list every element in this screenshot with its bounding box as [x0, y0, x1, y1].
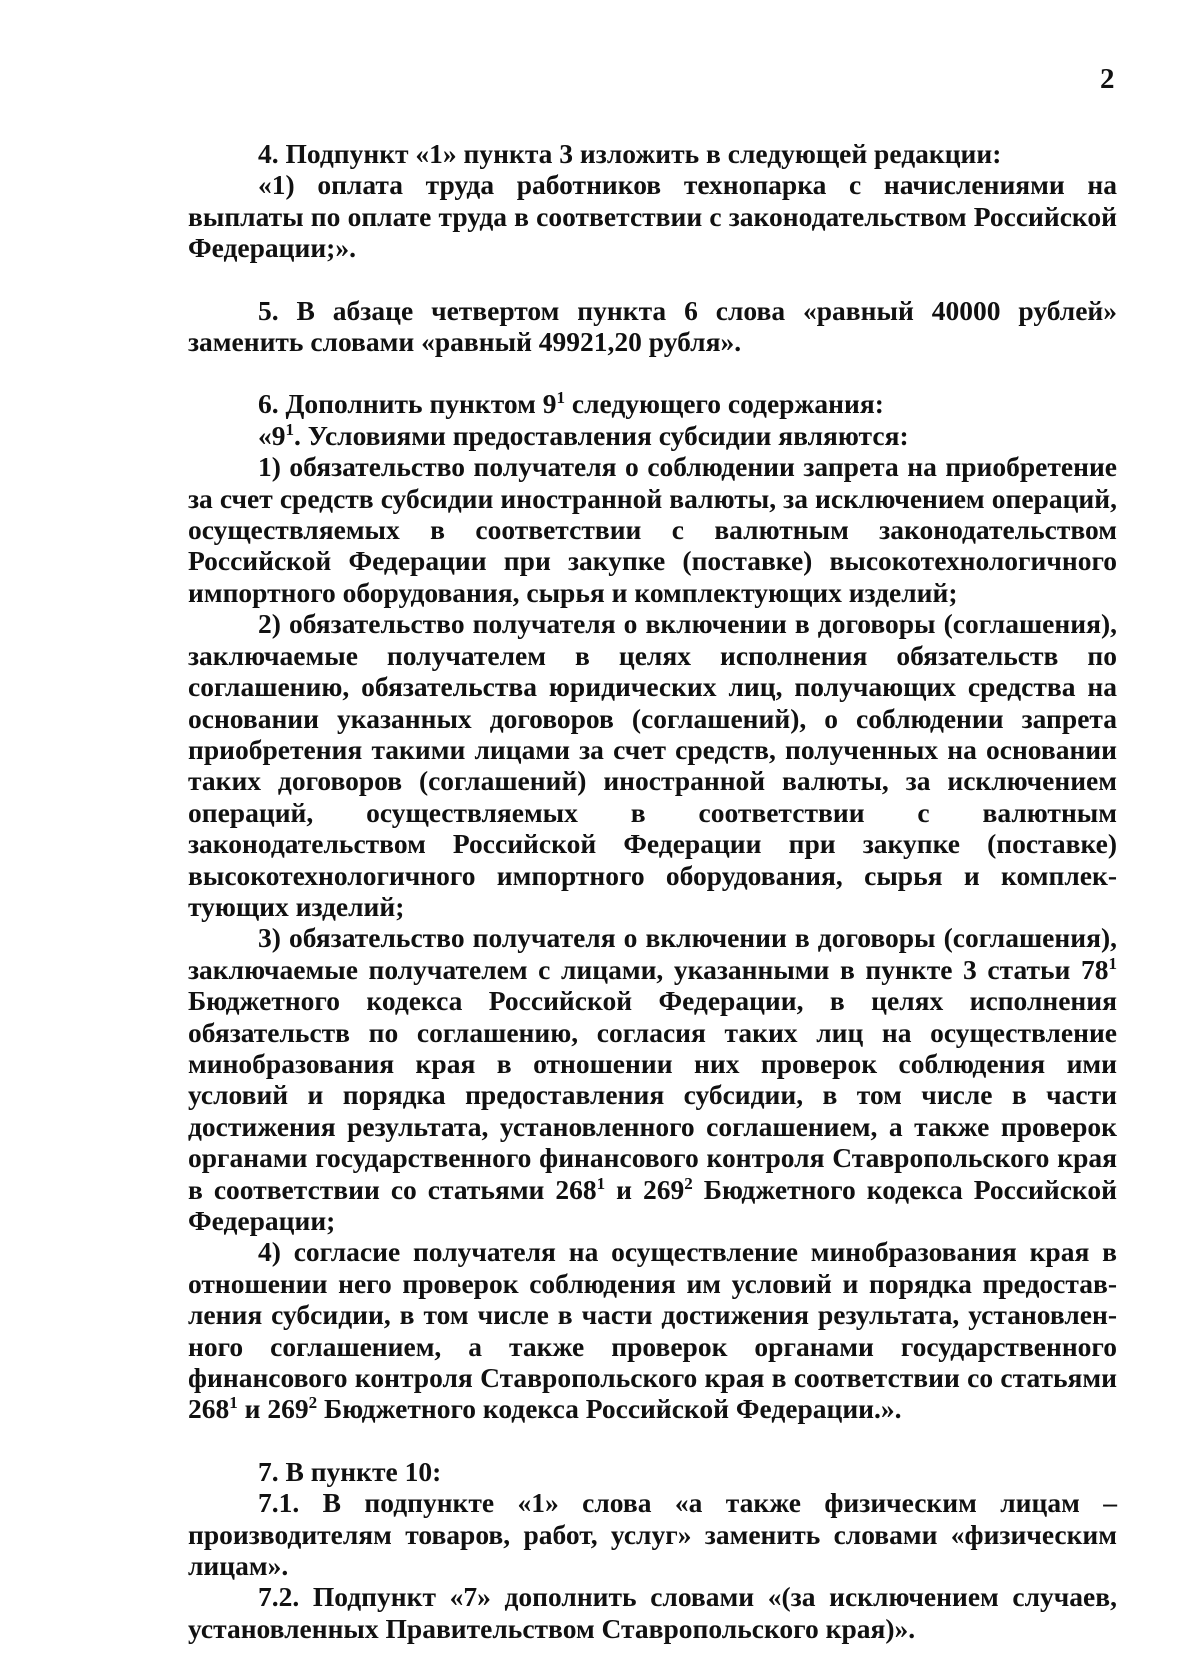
paragraph-p6: [188, 388, 1117, 419]
paragraph-p6-heading: [188, 420, 1117, 451]
page-number: 2: [1100, 63, 1115, 95]
paragraph-p4: [188, 138, 1117, 169]
text-run: 7.1. В подпункте «1» слова «а также физическим лицам – производителям товаров, работ, услуг» заменить словами «физическим лицам».: [188, 1487, 1117, 1582]
document-body: [188, 138, 1117, 1644]
superscript-index: 2: [308, 1393, 318, 1413]
text-run: . Условиями предоставления субсидии являются:: [294, 419, 909, 451]
text-run: 4. Подпункт «1» пункта 3 изложить в следующей редакции:: [258, 138, 1002, 169]
superscript-index: 1: [285, 419, 295, 439]
text-run: и 269: [237, 1393, 309, 1425]
text-run: следующего содержания:: [564, 388, 884, 420]
text-run: 4) согласие получателя на осуществление минобразования края в отношении него проверок соблюдения им условий и порядка предоставления субсидии, в том числе в части достижения результата, установленного соглашением, а также проверок органами государственного финансового контроля Ставропольского края в соответствии со статьями 268: [188, 1236, 1117, 1425]
text-run: Бюджетного кодекса Российской Федерации;: [188, 1173, 1117, 1236]
text-run: 7.2. Подпункт «7» дополнить словами «(за исключением случаев, установленных Правительством Ставропольского края)».: [188, 1581, 1117, 1644]
superscript-index: 2: [684, 1173, 693, 1193]
text-run: Бюджетного кодекса Российской Федерации, в целях исполнения обязательств по соглашению, согласия таких лиц на осуществление минобразования края в отношении них проверок соблюдения ими условий и порядка предоставления субсидии, в том числе в части достижения результата, установленного соглашением, а также проверок органами государственного финансового контроля Ставропольского края в соответствии со статьями 268: [188, 985, 1117, 1205]
paragraph-p4-text: [188, 169, 1117, 263]
paragraph-p7-1: [188, 1487, 1117, 1581]
text-run: Бюджетного кодекса Российской Федерации.».: [317, 1393, 902, 1425]
paragraph-p6-item3: [188, 922, 1117, 1236]
text-run: 5. В абзаце четвертом пункта 6 слова «равный 40000 рублей» заменить словами «равный 49921,20 рубля».: [188, 294, 1117, 358]
paragraph-p6-item2: [188, 608, 1117, 922]
paragraph-p7-2: [188, 1581, 1117, 1644]
text-run: 1) обязательство получателя о соблюдении запрета на приобретение за счет средств субсидии иностранной валюты, за исключением операций, осуществляемых в соответствии с валютным законодательством Российской Федерации при закупке (поставке) высокотехнологичного импортного оборудования, сырья и комплектующих изделий;: [188, 451, 1117, 608]
paragraph-p6-item4: [188, 1236, 1117, 1424]
superscript-index: 1: [229, 1393, 238, 1413]
superscript-index: 1: [1108, 953, 1117, 973]
text-run: 2) обязательство получателя о включении в договоры (соглашения), заключаемые получателем в целях исполнения обязательств по соглашению, обязательства юридических лиц, получающих средства на основании указанных договоров (соглашений), о соблюдении запрета приобретения такими лицами за счет средств, полученных на основании таких договоров (соглашений) иностранной валюты, за исключением операций, осуществляемых в соответствии с валютным законодательством Российской Федерации при закупке (поставке) высокотехнологичного импортного оборудования, сырья и комплектующих изделий;: [188, 608, 1117, 922]
text-run: «9: [258, 419, 286, 451]
text-run: 7. В пункте 10:: [258, 1455, 442, 1487]
text-run: 3) обязательство получателя о включении в договоры (соглашения), заключаемые получателем с лицами, указанными в пункте 3 статьи 78: [188, 922, 1117, 985]
text-run: и 269: [605, 1173, 685, 1205]
paragraph-p6-item1: [188, 451, 1117, 608]
paragraph-p7: [188, 1456, 1117, 1487]
superscript-index: 1: [596, 1173, 606, 1193]
text-run: «1) оплата труда работников технопарка с начислениями на выплаты по оплате труда в соответствии с законодательством Российской Федерации;».: [188, 169, 1117, 264]
text-run: 6. Дополнить пунктом 9: [258, 388, 557, 420]
paragraph-p5: [188, 295, 1117, 358]
superscript-index: 1: [556, 388, 565, 408]
